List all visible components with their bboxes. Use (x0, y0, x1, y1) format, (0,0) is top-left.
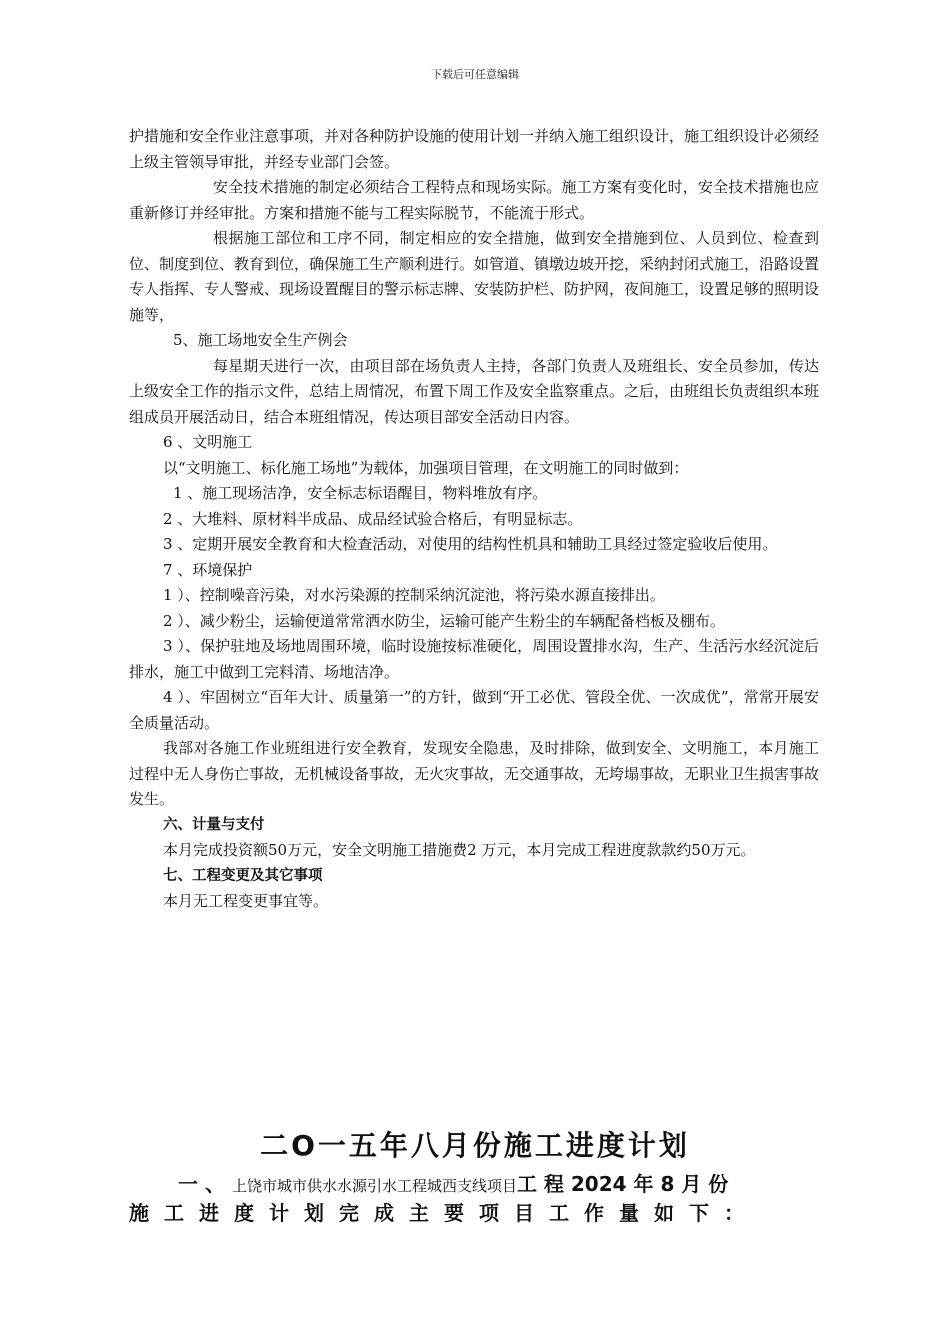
paragraph-protection-measures: 护措施和安全作业注意事项，并对各种防护设施的使用计划一并纳入施工组织设计，施工组织设计必须经上级主管领导审批，并经专业部门会签。 (129, 127, 820, 171)
environment-item-3: 3 ）、保护驻地及场地周围环境，临时设施按标准硬化，周围设置排水沟，生产、生活污水经沉淀后排水，施工中做到工完料清、场地洁净。 (129, 637, 819, 681)
plan-project-name: 上饶市城市供水水源引水工程城西支线项目 (231, 1177, 517, 1195)
document-body (129, 124, 819, 915)
civilized-item-3: 3 、定期开展安全教育和大检查活动，对使用的结构性机具和辅助工具经过签定验收后使用。 (163, 535, 778, 553)
heading-engineering-changes: 七、工程变更及其它事项 (163, 867, 323, 884)
environment-item-2: 2 ）、减少粉尘，运输便道常常洒水防尘，运输可能产生粉尘的车辆配备档板及棚布。 (163, 611, 725, 630)
paragraph-no-changes: 本月无工程变更事宜等。 (163, 892, 329, 910)
section-6-title: 6 、文明施工 (163, 433, 253, 451)
plan-intro-line-2: 施工进度计划完成主要项目工作量如下： (129, 1201, 759, 1225)
civilized-item-2: 2 、大堆料、原材料半成品、成品经试验合格后，有明显标志。 (163, 509, 583, 528)
environment-item-4: 4 ）、牢固树立“百年大计、质量第一”的方针，做到“开工必优、管段全优、一次成优”，常常开展安全质量活动。 (129, 688, 819, 732)
paragraph-construction-safety-measures: 根据施工部位和工序不同，制定相应的安全措施，做到安全措施到位、人员到位、检查到位、制度到位、教育到位，确保施工生产顺利进行。如管道、镇墩边坡开挖，采纳封闭式施工，沿路设置专人指挥、专人警戒、现场设置醒目的警示标志牌、安装防护栏、防护网，夜间施工，设置足够的照明设施等， (129, 229, 820, 324)
environment-item-1: 1 ）、控制噪音污染，对水污染源的控制采纳沉淀池，将污染水源直接排出。 (163, 586, 665, 604)
section-7-title: 7 、环境保护 (163, 560, 253, 579)
plan-title: 二O一五年八月份施工进度计划 (260, 1129, 690, 1162)
section-5-title: 5、施工场地安全生产例会 (173, 331, 348, 349)
paragraph-safety-technical-measures: 安全技术措施的制定必须结合工程特点和现场实际。施工方案有变化时，安全技术措施也应重新修订并经审批。方案和措施不能与工程实际脱节，不能流于形式。 (129, 178, 819, 222)
plan-intro-prefix: 一 、 (178, 1172, 232, 1196)
page-header-note: 下载后可任意编辑 (431, 68, 519, 81)
heading-measurement-payment: 六、计量与支付 (163, 816, 265, 833)
paragraph-safety-summary: 我部对各施工作业班组进行安全教育，发现安全隐患，及时排除，做到安全、文明施工，本月施工过程中无人身伤亡事故，无机械设备事故，无火灾事故，无交通事故，无垮塌事故，无职业卫生损害事故发生。 (129, 739, 820, 808)
paragraph-payment-details: 本月完成投资额50万元，安全文明施工措施费2 万元，本月完成工程进度款款约50万元。 (163, 841, 756, 859)
plan-intro-suffix: 工 程 2024 年 8 月 份 (516, 1172, 729, 1196)
civilized-item-1: 1 、施工现场洁净，安全标志标语醒目，物料堆放有序。 (173, 484, 548, 502)
plan-intro-line-1 (178, 1168, 818, 1197)
paragraph-weekly-safety-meeting: 每星期天进行一次，由项目部在场负责人主持，各部门负责人及班组长、安全员参加，传达上级安全工作的指示文件，总结上周情况，布置下周工作及安全监察重点。之后，由班组长负责组织本班组成员开展活动日，结合本班组情况，传达项目部安全活动日内容。 (129, 356, 820, 426)
paragraph-civilized-construction: 以“文明施工、标化施工场地”为载体，加强项目管理，在文明施工的同时做到： (163, 458, 689, 477)
